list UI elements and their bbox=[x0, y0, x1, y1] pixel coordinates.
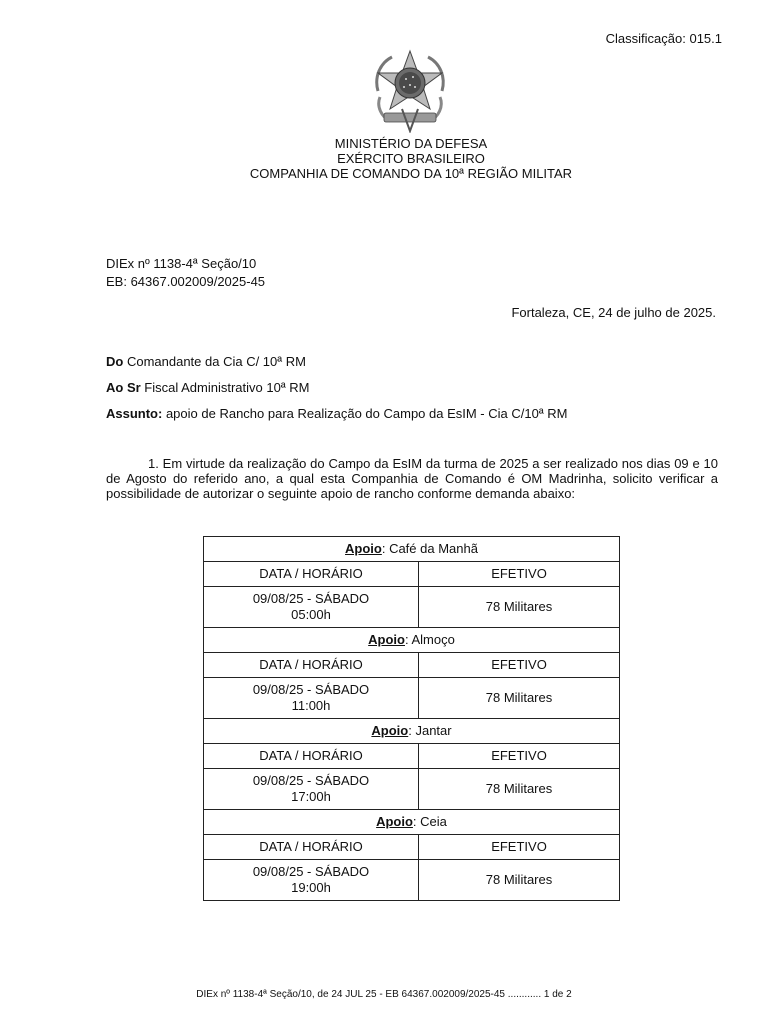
table-row bbox=[204, 587, 620, 628]
col-date-header: DATA / HORÁRIO bbox=[204, 653, 419, 678]
header-company: COMPANHIA DE COMANDO DA 10ª REGIÃO MILITAR bbox=[249, 166, 573, 181]
time-line: 19:00h bbox=[291, 880, 331, 895]
date-line: 09/08/25 - SÁBADO bbox=[252, 773, 370, 788]
field-to-value: Fiscal Administrativo 10ª RM bbox=[140, 380, 310, 395]
classification-label: Classificação: 015.1 bbox=[605, 31, 722, 46]
table-header-row bbox=[204, 653, 620, 678]
date-line: 09/08/25 - SÁBADO bbox=[252, 682, 370, 697]
table-row bbox=[204, 769, 620, 810]
field-subject-value: apoio de Rancho para Realização do Campo da EsIM - Cia C/10ª RM bbox=[162, 406, 568, 421]
eb-reference: EB: 64367.002009/2025-45 bbox=[106, 274, 266, 289]
field-to-label: Ao Sr bbox=[106, 380, 141, 395]
document-date: Fortaleza, CE, 24 de julho de 2025. bbox=[511, 305, 716, 320]
page-footer: DIEx nº 1138-4ª Seção/10, de 24 JUL 25 - EB 64367.002009/2025-45 ............ 1 de 2 bbox=[196, 989, 572, 1000]
meal-name: : Almoço bbox=[404, 632, 455, 647]
time-line: 05:00h bbox=[291, 607, 331, 622]
date-time-cell bbox=[204, 860, 419, 901]
table-header-row bbox=[204, 835, 620, 860]
col-effective-header: EFETIVO bbox=[419, 835, 620, 860]
header-army: EXÉRCITO BRASILEIRO bbox=[337, 151, 485, 166]
table-section-title bbox=[204, 810, 620, 835]
apoio-label: Apoio bbox=[345, 541, 382, 556]
table-section-title bbox=[204, 537, 620, 562]
apoio-label: Apoio bbox=[368, 632, 405, 647]
col-effective-header: EFETIVO bbox=[419, 562, 620, 587]
date-line: 09/08/25 - SÁBADO bbox=[252, 864, 370, 879]
effective-cell: 78 Militares bbox=[419, 769, 620, 810]
table-section-title bbox=[204, 628, 620, 653]
field-from-label: Do bbox=[106, 354, 124, 369]
meal-name: : Café da Manhã bbox=[381, 541, 478, 556]
effective-cell: 78 Militares bbox=[419, 678, 620, 719]
header-ministry: MINISTÉRIO DA DEFESA bbox=[334, 136, 488, 151]
field-subject bbox=[106, 406, 567, 421]
date-time-cell bbox=[204, 769, 419, 810]
body-paragraph: 1. Em virtude da realização do Campo da EsIM da turma de 2025 a ser realizado nos dias 09 e 10 de Agosto do referido ano, a qual esta Companhia de Comando é OM Madrinha, solicito verificar a possibilidade de autorizar o seguinte apoio de rancho conforme demanda abaixo: bbox=[106, 456, 718, 501]
apoio-label: Apoio bbox=[376, 814, 413, 829]
field-from-value: Comandante da Cia C/ 10ª RM bbox=[123, 354, 306, 369]
table-row bbox=[204, 678, 620, 719]
meal-support-table bbox=[203, 536, 620, 901]
meal-name: : Jantar bbox=[408, 723, 452, 738]
table-header-row bbox=[204, 744, 620, 769]
date-time-cell bbox=[204, 678, 419, 719]
field-to bbox=[106, 380, 309, 395]
col-date-header: DATA / HORÁRIO bbox=[204, 835, 419, 860]
time-line: 17:00h bbox=[291, 789, 331, 804]
apoio-label: Apoio bbox=[371, 723, 409, 738]
effective-cell: 78 Militares bbox=[419, 587, 620, 628]
col-date-header: DATA / HORÁRIO bbox=[204, 562, 419, 587]
diex-reference: DIEx nº 1138-4ª Seção/10 bbox=[106, 256, 257, 271]
table-section-title bbox=[204, 719, 620, 744]
coat-of-arms-emblem bbox=[368, 47, 452, 133]
col-effective-header: EFETIVO bbox=[419, 653, 620, 678]
meal-name: : Ceia bbox=[412, 814, 447, 829]
field-subject-label: Assunto: bbox=[106, 406, 163, 421]
col-date-header: DATA / HORÁRIO bbox=[204, 744, 419, 769]
time-line: 11:00h bbox=[291, 698, 331, 713]
table-row bbox=[204, 860, 620, 901]
date-time-cell bbox=[204, 587, 419, 628]
field-from bbox=[106, 354, 306, 369]
table-header-row bbox=[204, 562, 620, 587]
effective-cell: 78 Militares bbox=[419, 860, 620, 901]
date-line: 09/08/25 - SÁBADO bbox=[252, 591, 370, 606]
col-effective-header: EFETIVO bbox=[419, 744, 620, 769]
